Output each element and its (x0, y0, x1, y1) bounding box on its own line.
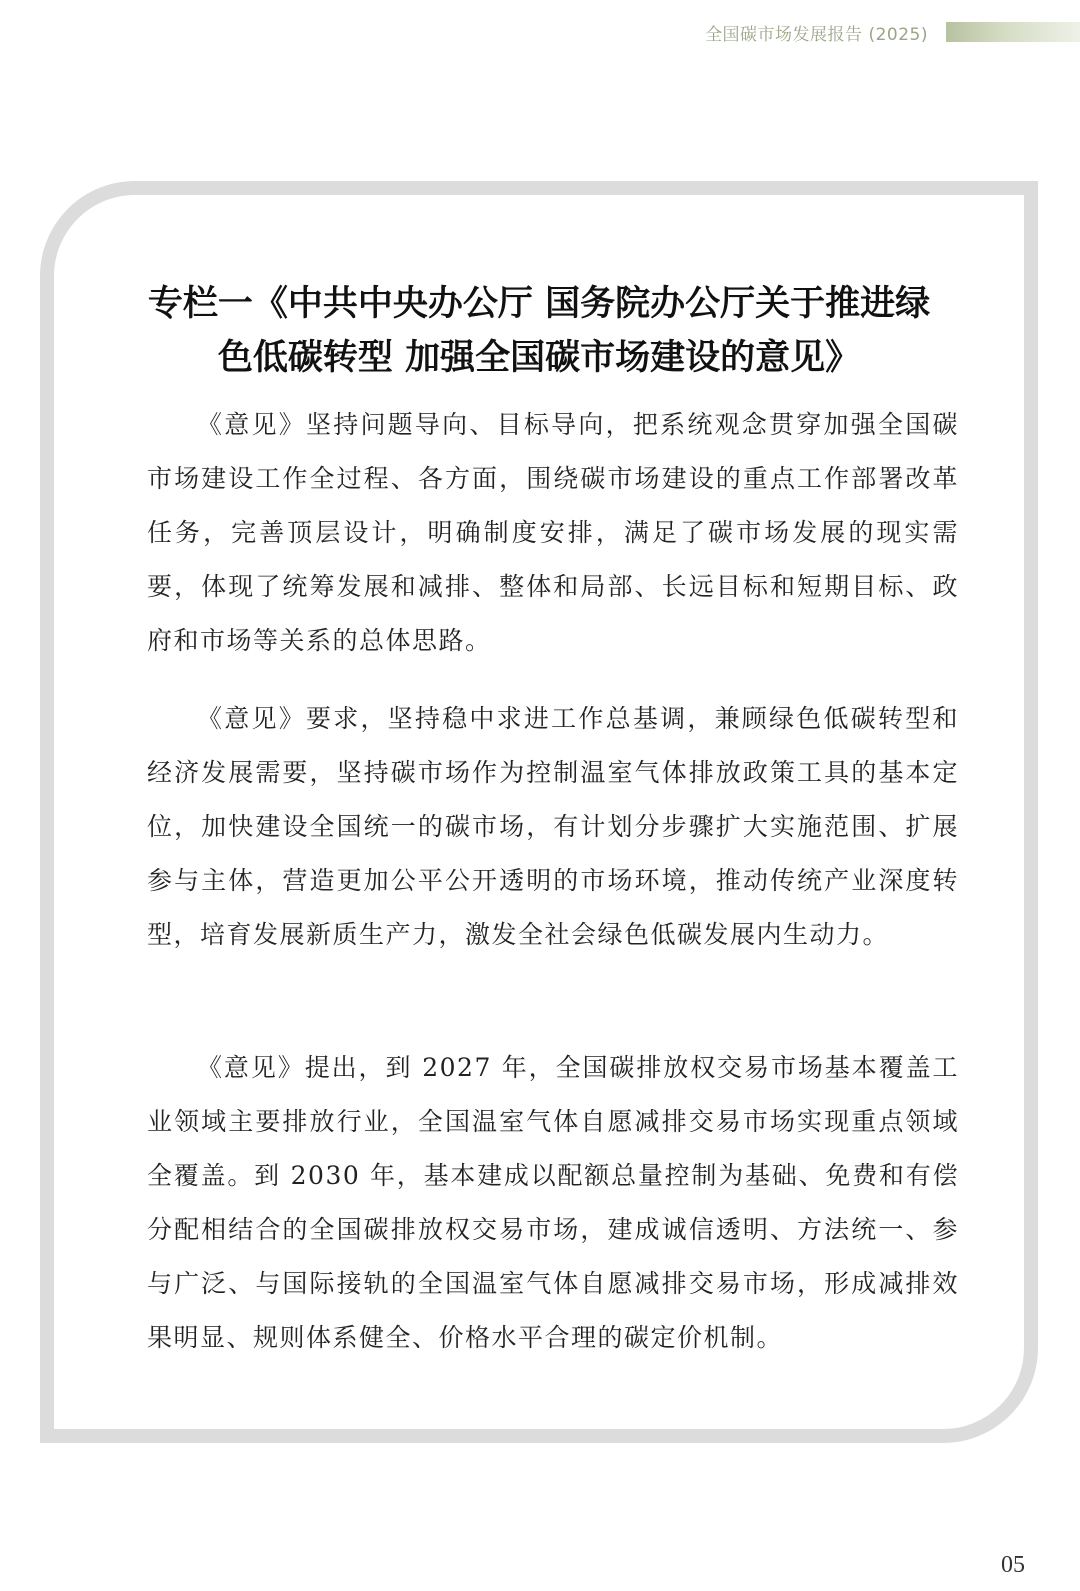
body-paragraph-2: 《意见》要求，坚持稳中求进工作总基调，兼顾绿色低碳转型和经济发展需要，坚持碳市场作为控制温室气体排放政策工具的基本定位，加快建设全国统一的碳市场，有计划分步骤扩大实施范围、扩展参与主体，营造更加公平公开透明的市场环境，推动传统产业深度转型，培育发展新质生产力，激发全社会绿色低碳发展内生动力。 (147, 704, 959, 949)
column-title (104, 277, 974, 385)
body-paragraph-3: 《意见》提出，到 2027 年，全国碳排放权交易市场基本覆盖工业领域主要排放行业，全国温室气体自愿减排交易市场实现重点领域全覆盖。到 2030 年，基本建成以配额总量控制为基础、免费和有偿分配相结合的全国碳排放权交易市场，建成诚信透明、方法统一、参与广泛、与国际接轨的全国温室气体自愿减排交易市场，形成减排效果明显、规则体系健全、价格水平合理的碳定价机制。 (147, 1053, 959, 1352)
column-box (40, 181, 1038, 1443)
report-header-title: 全国碳市场发展报告 (2025) (705, 25, 928, 45)
column-title-line-1: 专栏一《中共中央办公厅 国务院办公厅关于推进绿 (147, 284, 931, 324)
body-paragraph-1: 《意见》坚持问题导向、目标导向，把系统观念贯穿加强全国碳市场建设工作全过程、各方面，围绕碳市场建设的重点工作部署改革任务，完善顶层设计，明确制度安排，满足了碳市场发展的现实需要，体现了统筹发展和减排、整体和局部、长远目标和短期目标、政府和市场等关系的总体思路。 (147, 410, 959, 655)
header-decorative-bar (946, 22, 1080, 42)
column-title-line-2: 色低碳转型 加强全国碳市场建设的意见》 (217, 338, 861, 378)
page-number: 05 (1001, 1552, 1025, 1578)
